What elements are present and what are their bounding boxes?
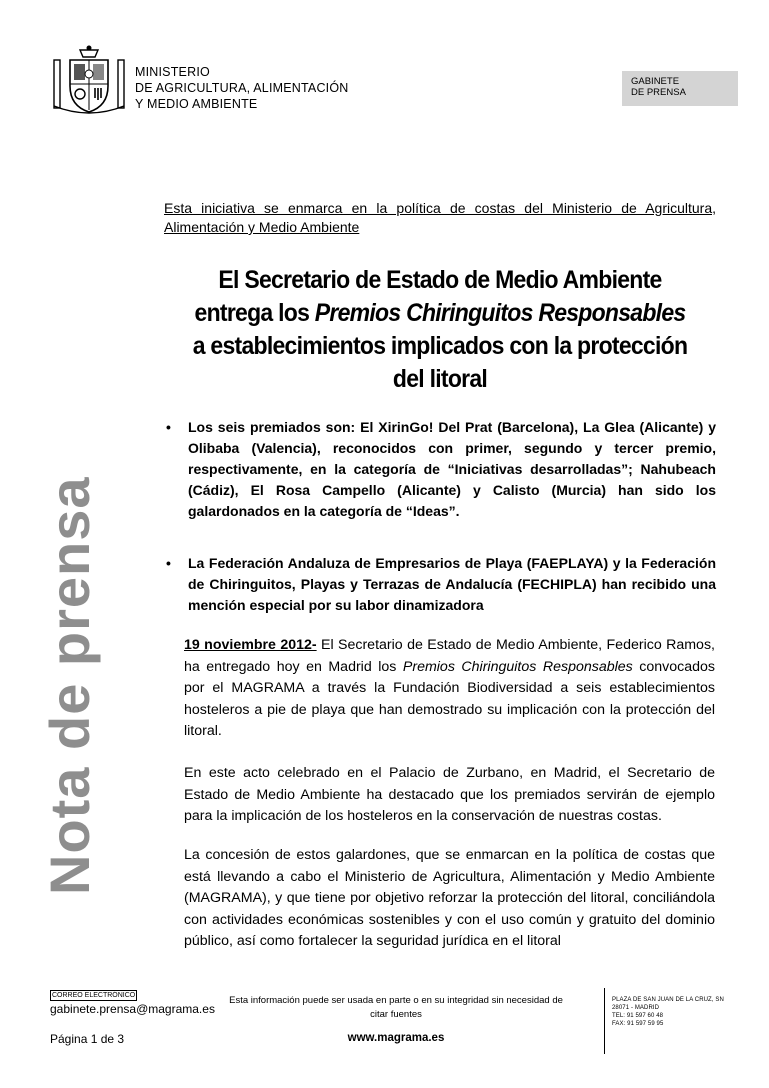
page-number: Página 1 de 3 [50, 1032, 125, 1046]
bullet-icon: • [166, 555, 171, 571]
ministry-name: MINISTERIO DE AGRICULTURA, ALIMENTACIÓN Y MEDIO AMBIENTE [135, 65, 349, 111]
email-label: CORREO ELECTRÓNICO [52, 992, 136, 999]
press-date: 19 noviembre 2012- [184, 637, 317, 653]
coat-of-arms-logo [50, 44, 128, 120]
list-item: • La Federación Andaluza de Empresarios de Playa (FAEPLAYA) y la Federación de Chiringuitos, Playas y Terrazas de Andalucía (FECHIPLA) han recibido una mención especial por su labor dinamizadora [166, 555, 716, 613]
body-paragraph: 19 noviembre 2012- El Secretario de Estado de Medio Ambiente, Federico Ramos, ha entregado hoy en Madrid los Premios Chiringuitos Responsables convocados por el MAGRAMA a través la Fundación Biodiversidad a seis establecimientos hosteleros a pie de playa que han demostrado su implicación con la protección del litoral. [184, 637, 715, 739]
website-link[interactable]: www.magrama.es [347, 1032, 445, 1044]
footer-divider [604, 988, 605, 1054]
postal-address: PLAZA DE SAN JUAN DE LA CRUZ, SN 28071 - MADRID TEL: 91 597 60 48 FAX: 91 597 59 95 [612, 997, 724, 1027]
list-item: • Los seis premiados son: El XirinGo! Del Prat (Barcelona), La Glea (Alicante) y Olibaba (Valencia), reconocidos con primer, segundo y tercer premio, respectivamente, en la categoría de “Iniciativas desarrolladas”; Nahubeach (Cádiz), El Rosa Campello (Alicante) y Calisto (Murcia) han sido los galardonados en la categoría de “Ideas”. [166, 419, 716, 519]
contact-email[interactable]: gabinete.prensa@magrama.es [50, 1002, 215, 1016]
body-paragraph: En este acto celebrado en el Palacio de Zurbano, en Madrid, el Secretario de Estado de Medio Ambiente ha destacado que los premiados servirán de ejemplo para la implicación de los hosteleros en la conservación de nuestras costas. [184, 765, 715, 824]
body-paragraph: La concesión de estos galardones, que se enmarcan en la política de costas que está llevando a cabo el Ministerio de Agricultura, Alimentación y Medio Ambiente (MAGRAMA), y que tiene por objetivo reforzar la protección del litoral, conciliándola con actividades económicas sostenibles y con el uso común y gratuito del dominio público, así como fortalecer la seguridad jurídica en el litoral [184, 847, 715, 949]
side-label: Nota de prensa [38, 476, 101, 895]
kicker: Esta iniciativa se enmarca en la política de costas del Ministerio de Agricultura, Alimentación y Medio Ambiente [164, 200, 716, 235]
department-badge: GABINETE DE PRENSA [622, 71, 738, 106]
page-title: El Secretario de Estado de Medio Ambiente entrega los Premios Chiringuitos Responsables a establecimientos implicados con la protección del litoral [192, 266, 688, 393]
bullet-icon: • [166, 419, 171, 435]
usage-notice: Esta información puede ser usada en parte o en su integridad sin necesidad de citar fuentes [229, 995, 563, 1020]
